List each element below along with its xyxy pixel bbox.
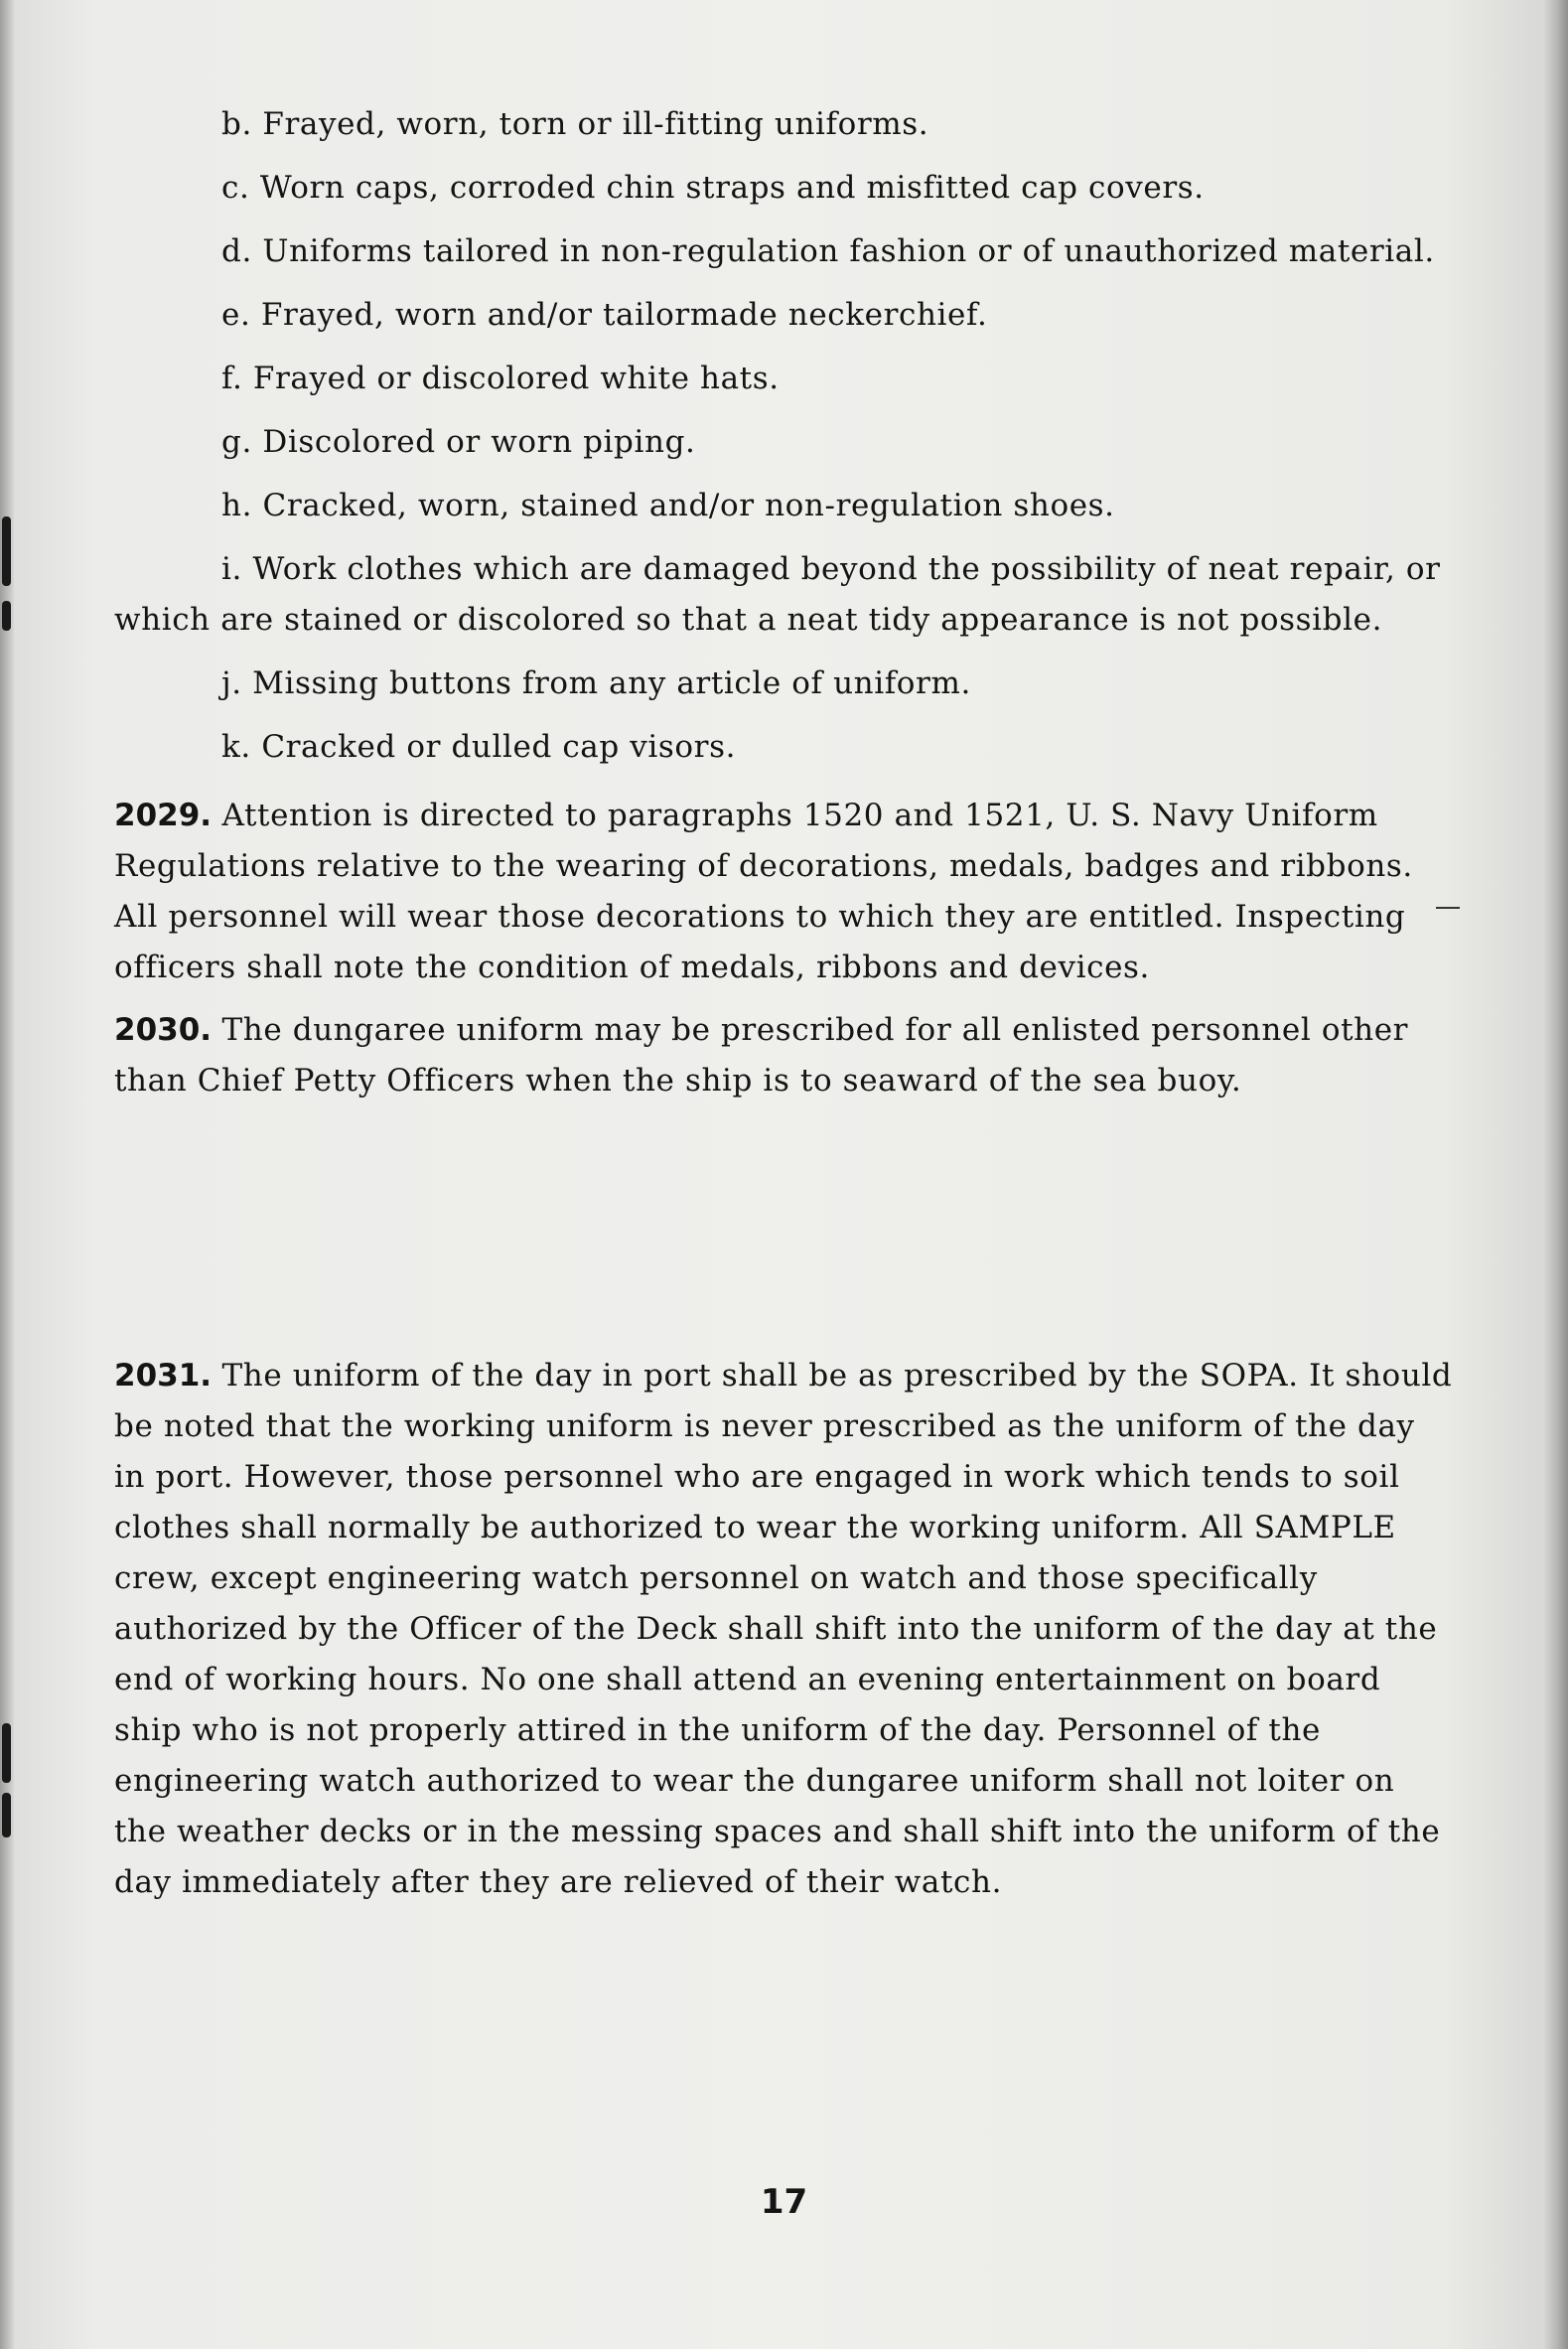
paragraph-text: Attention is directed to paragraphs 1520 and 1521, U. S. Navy Uniform Regulations relative to the wearing of decorations, medals, badges and ribbons. All personnel will wear those decorations to which they are entitled. Inspecting officers shall note the condition of medals, ribbons and devices. [114,798,1413,985]
item-label: f. [221,361,243,396]
item-text: Frayed or discolored white hats. [252,361,780,396]
item-label: j. [221,665,242,701]
item-label: d. [221,233,252,269]
paragraph-number: 2030. [114,1012,213,1048]
list-item [114,163,1455,214]
list-item [114,481,1455,531]
list-item [114,544,1455,646]
item-text: Cracked or dulled cap visors. [261,729,737,765]
page-right-edge [1542,0,1568,2349]
list-item [114,99,1455,150]
item-label: c. [221,170,250,206]
paragraph-2031 [114,1351,1455,1908]
item-text: Worn caps, corroded chin straps and misfitted cap covers. [259,170,1205,206]
list-item [114,659,1455,709]
binding-hole-mark [2,516,11,586]
item-text: Frayed, worn, torn or ill-fitting uniforms. [262,106,929,142]
page-body [114,99,1455,1908]
item-label: e. [221,297,251,333]
list-item [114,417,1455,468]
page-number: 17 [760,2182,808,2222]
item-text: Missing buttons from any article of uniform. [252,665,971,701]
binding-hole-mark [2,1723,11,1783]
item-text: Cracked, worn, stained and/or non-regulation shoes. [262,488,1115,523]
paragraph-2029 [114,791,1455,993]
item-label: h. [221,488,253,523]
item-text: Discolored or worn piping. [262,424,696,460]
paragraph-number: 2031. [114,1358,213,1394]
item-label: b. [221,106,252,142]
item-text: Work clothes which are damaged beyond the possibility of neat repair, or which are stained or discolored so that a neat tidy appearance is not possible. [114,551,1441,638]
binding-hole-mark [2,1793,11,1837]
paragraph-2030 [114,1005,1455,1106]
item-text: Uniforms tailored in non-regulation fashion or of unauthorized material. [262,233,1435,269]
paragraph-number: 2029. [114,798,213,833]
item-label: k. [221,729,251,765]
list-item [114,290,1455,341]
list-item [114,354,1455,404]
item-text: Frayed, worn and/or tailormade neckerchief. [260,297,988,333]
item-label: i. [221,551,242,587]
binding-hole-mark [2,601,11,631]
paragraph-text: The dungaree uniform may be prescribed for all enlisted personnel other than Chief Petty Officers when the ship is to seaward of the sea buoy. [114,1012,1409,1099]
item-label: g. [221,424,252,460]
paragraph-text: The uniform of the day in port shall be as prescribed by the SOPA. It should be noted that the working uniform is never prescribed as the uniform of the day in port. However, those personnel who are engaged in work which tends to soil clothes shall normally be authorized to wear the working uniform. All SAMPLE crew, except engineering watch personnel on watch and those specifically authorized by the Officer of the Deck shall shift into the uniform of the day at the end of working hours. No one shall attend an evening entertainment on board ship who is not properly attired in the uniform of the day. Personnel of the engineering watch authorized to wear the dungaree uniform shall not loiter on the weather decks or in the messing spaces and shall shift into the uniform of the day immediately after they are relieved of their watch. [114,1358,1453,1900]
page-left-edge [0,0,14,2349]
list-item [114,722,1455,773]
list-item [114,226,1455,277]
